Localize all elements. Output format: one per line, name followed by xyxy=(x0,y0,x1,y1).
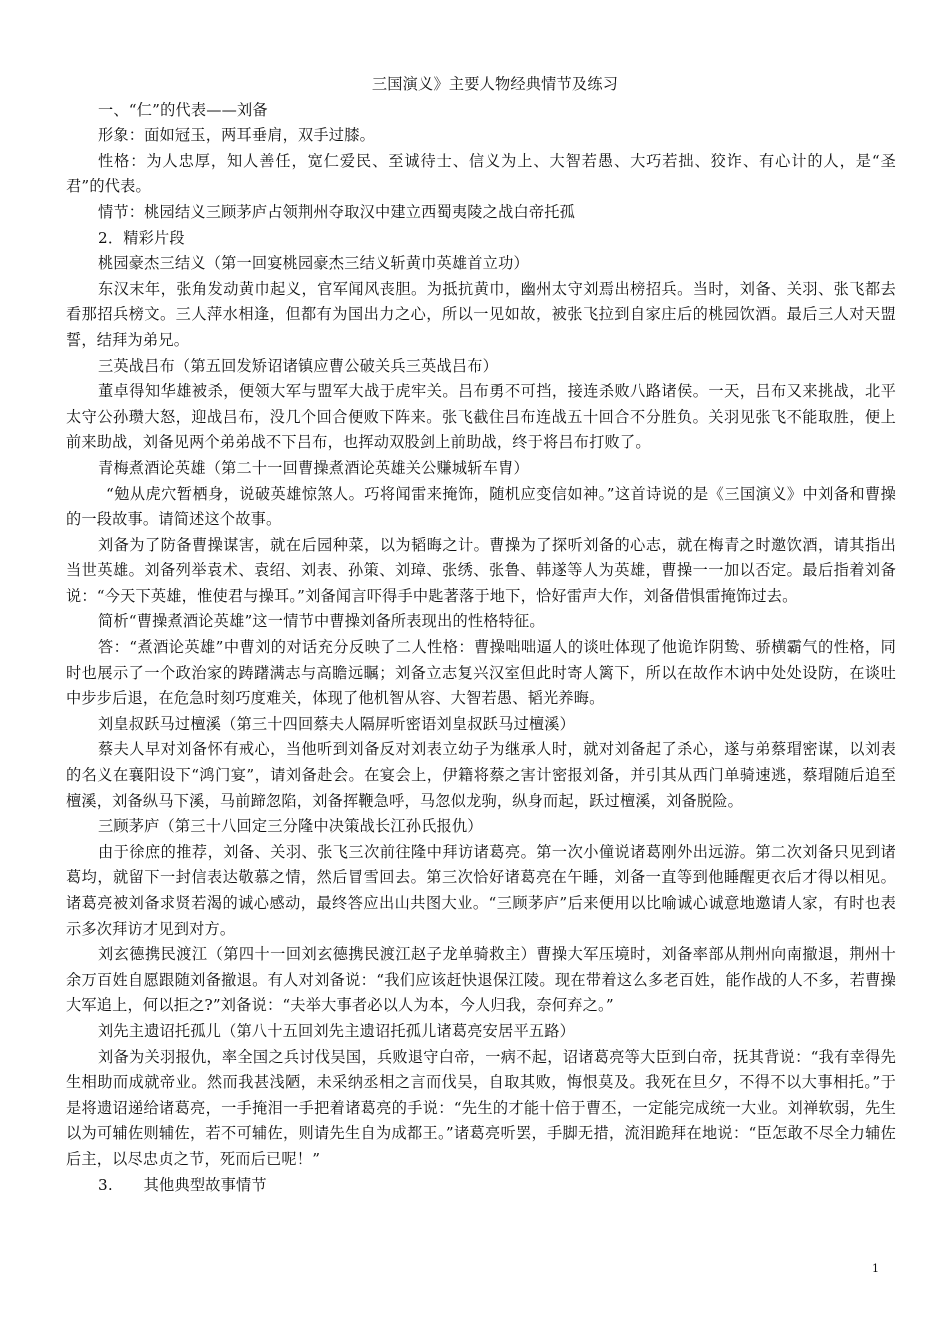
episode-title-qingmei: 青梅煮酒论英雄（第二十一回曹操煮酒论英雄关公赚城斩车胄） xyxy=(98,458,529,477)
episode-text-sanying: 董卓得知华雄被杀，便领大军与盟军大战于虎牢关。吕布勇不可挡，接连杀败八路诸侯。一天，吕布又来挑战，北平太守公孙瓒大怒，迎战吕布，没几个回合便败下阵来。张飞截住吕布连战五十回合不分胜负。关羽见张飞不能取胜，便上前来助战，刘备见两个弟弟战不下吕布，也挥动双股剑上前助战，终于将吕布打败了。 xyxy=(66,382,896,452)
exercise-answer: 答：“煮酒论英雄”中曹刘的对话充分反映了二人性格：曹操咄咄逼人的谈吐体现了他诡诈阴鸷、骄横霸气的性格，同时也展示了一个政治家的踌躇满志与高瞻远瞩；刘备立志复兴汉室但此时寄人篱下，所以在故作木讷中处处设防，在谈吐中步步后退，在危急时刻巧度难关，体现了他机智从容、大智若愚、韬光养晦。 xyxy=(66,638,896,708)
episode-text-sangu: 由于徐庶的推荐，刘备、关羽、张飞三次前往隆中拜访诸葛亮。第一次小僮说诸葛刚外出远游。第二次刘备只见到诸葛均，就留下一封信表达敬慕之情，然后冒雪回去。第三次恰好诸葛亮在午睡，刘备一直等到他睡醒更衣后才得以相见。诸葛亮被刘备求贤若渴的诚心感动，最终答应出山共图大业。“三顾茅庐”后来便用以比喻诚心诚意地邀请人家，有时也表示多次拜访才见到对方。 xyxy=(66,842,896,938)
episode-text-qingmei: 刘备为了防备曹操谋害，就在后园种菜，以为韬晦之计。曹操为了探听刘备的心志，就在梅青之时邀饮酒，请其指出当世英雄。刘备列举袁术、袁绍、刘表、孙策、刘璋、张绣、张鲁、韩遂等人为英雄，曹操一一加以否定。最后指着刘备说：“今天下英雄，惟使君与操耳。”刘备闻言吓得手中匙著落于地下，恰好雷声大作，刘备借惧雷掩饰过去。 xyxy=(66,535,896,605)
episode-title-taoyuan: 桃园豪杰三结义（第一回宴桃园豪杰三结义斩黄巾英雄首立功） xyxy=(98,254,529,273)
paragraph-image: 形象：面如冠玉，两耳垂肩，双手过膝。 xyxy=(98,126,375,145)
episode-title-sangu: 三顾茅庐（第三十八回定三分隆中决策战长江孙氏报仇） xyxy=(98,817,483,836)
paragraph-character: 性格：为人忠厚，知人善任，宽仁爱民、至诚待士、信义为上、大智若愚、大巧若拙、狡诈、有心计的人，是“圣君”的代表。 xyxy=(66,151,896,196)
episode-text-dujiang: 刘玄德携民渡江（第四十一回刘玄德携民渡江赵子龙单骑救主）曹操大军压境时，刘备率部从荆州向南撤退，荆州十余万百姓自愿跟随刘备撤退。有人对刘备说：“我们应该赶快退保江陵。现在带着这么多老百姓，能作战的人不多，若曹操大军追上，何以拒之?”刘备说：“夫举大事者必以人为本，今人归我，奈何弃之。” xyxy=(66,945,896,1015)
episode-text-tuogu: 刘备为关羽报仇，率全国之兵讨伐吴国，兵败退守白帝，一病不起，诏诸葛亮等大臣到白帝，抚其背说：“我有幸得先生相助而成就帝业。然而我甚浅陋，未采纳丞相之言而伐吴，自取其败，悔恨莫及。我死在旦夕，不得不以大事相托。”于是将遗诏递给诸葛亮，一手掩泪一手把着诸葛亮的手说：“先生的才能十倍于曹丕，一定能完成统一大业。刘禅软弱，先生以为可辅佐则辅佐，若不可辅佐，则请先生自为成都王。”诸葛亮听罢，手脚无措，流泪跪拜在地说：“臣怎敢不尽全力辅佐后主，以尽忠贞之节，死而后已呢！” xyxy=(66,1047,896,1168)
episode-text-taoyuan: 东汉末年，张角发动黄巾起义，官军闻风丧胆。为抵抗黄巾，幽州太守刘焉出榜招兵。当时，刘备、关羽、张飞都去看那招兵榜文。三人萍水相逢，但都有为国出力之心，所以一见如故，被张飞拉到自家庄后的桃园饮酒。最后三人对天盟誓，结拜为弟兄。 xyxy=(66,279,896,349)
section-heading-liubei: 一、“仁”的代表——刘备 xyxy=(98,100,268,119)
episode-title-sanying: 三英战吕布（第五回发矫诏诸镇应曹公破关兵三英战吕布） xyxy=(98,356,499,375)
episode-title-tuogu: 刘先主遗诏托孤儿（第八十五回刘先主遗诏托孤儿诸葛亮安居平五路） xyxy=(98,1021,576,1040)
episode-question-qingmei: “勉从虎穴暂栖身，说破英雄惊煞人。巧将闻雷来掩饰，随机应变信如神。”这首诗说的是《三国演义》中刘备和曹操的一段故事。请简述这个故事。 xyxy=(66,484,896,529)
episode-text-tanxi: 蔡夫人早对刘备怀有戒心，当他听到刘备反对刘表立幼子为继承人时，就对刘备起了杀心，遂与弟蔡瑁密谋，以刘表的名义在襄阳设下“鸿门宴”，请刘备赴会。在宴会上，伊籍将蔡之害计密报刘备，并引其从西门单骑速逃，蔡瑁随后追至檀溪，刘备纵马下溪，马前蹄忽陷，刘备挥鞭急呼，马忽似龙驹，纵身而起，跃过檀溪，刘备脱险。 xyxy=(66,740,896,810)
document-body xyxy=(66,72,896,1198)
exercise-question: 简析“曹操煮酒论英雄”这一情节中曹操刘备所表现出的性格特征。 xyxy=(98,612,545,631)
section-heading-other: 3. 其他典型故事情节 xyxy=(98,1175,267,1194)
episode-title-tanxi: 刘皇叔跃马过檀溪（第三十四回蔡夫人隔屏听密语刘皇叔跃马过檀溪） xyxy=(98,714,576,733)
document-title: 三国演义》主要人物经典情节及练习 xyxy=(371,75,619,93)
section-heading-highlights: 2．精彩片段 xyxy=(98,228,185,247)
paragraph-plot: 情节：桃园结义三顾茅庐占领荆州夺取汉中建立西蜀夷陵之战白帝托孤 xyxy=(98,202,576,221)
page-number: 1 xyxy=(872,1262,879,1275)
